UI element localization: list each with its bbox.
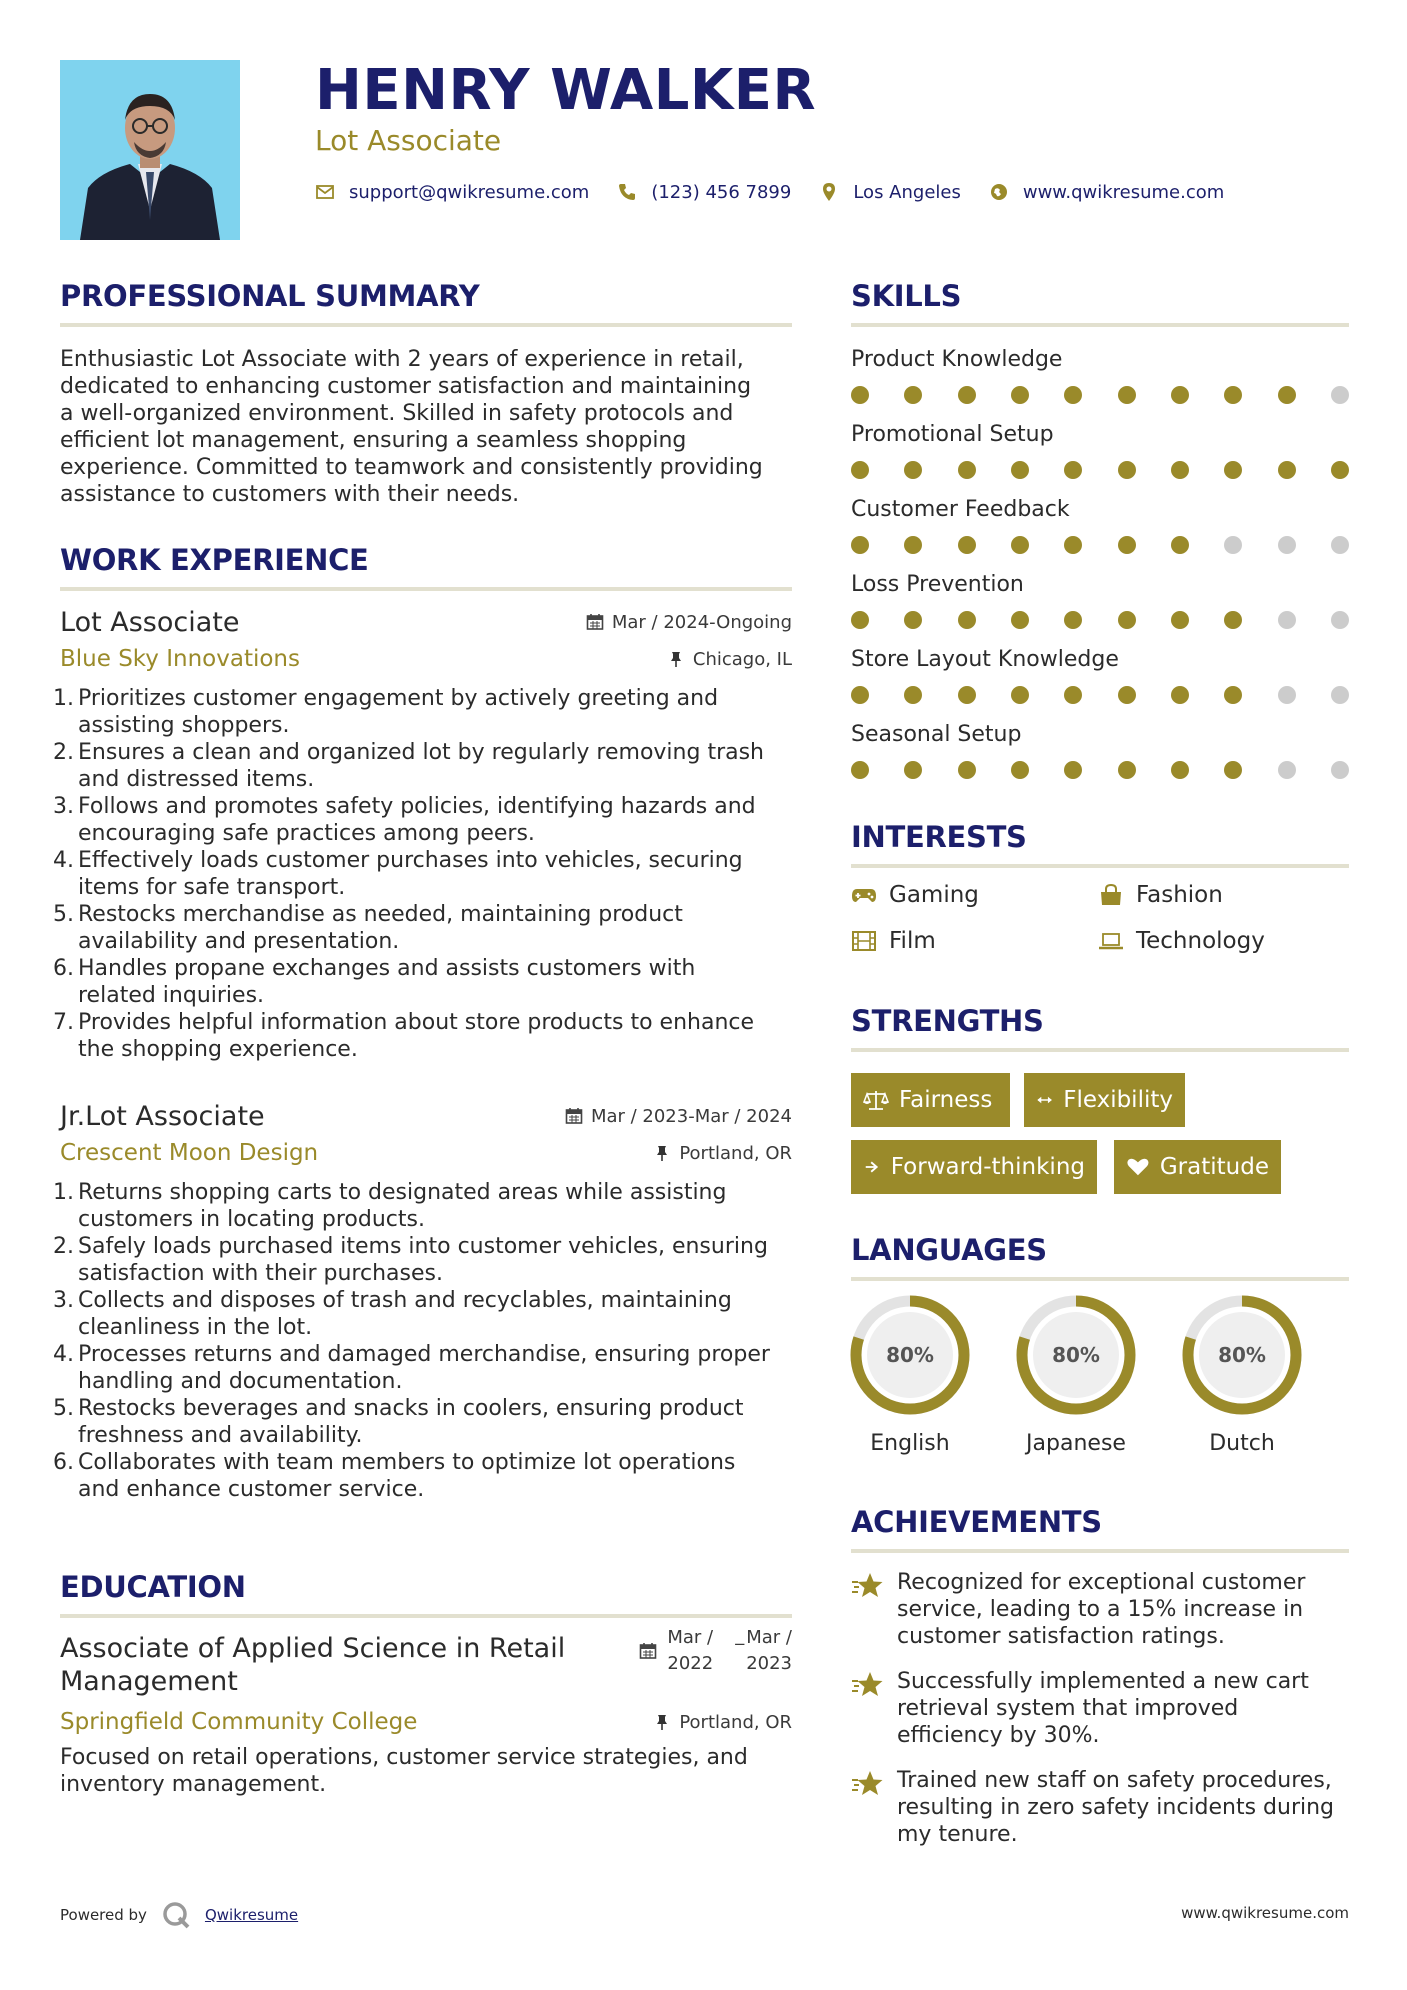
skill-rating xyxy=(851,686,1349,704)
skill-name: Store Layout Knowledge xyxy=(851,647,1119,672)
section-divider xyxy=(851,1549,1349,1553)
section-divider xyxy=(851,1277,1349,1281)
language-item xyxy=(1180,1293,1304,1456)
balance-scale-icon xyxy=(863,1089,889,1111)
phone-text[interactable]: (123) 456 7899 xyxy=(651,181,792,203)
duty-line: Effectively loads customer purchases into vehicles, securing xyxy=(78,848,743,873)
job-dates-text: Mar / 2023-Mar / 2024 xyxy=(590,1105,792,1127)
skill-row xyxy=(851,647,1349,722)
skill-name: Product Knowledge xyxy=(851,347,1063,372)
rating-dot-filled xyxy=(904,536,922,554)
film-icon xyxy=(851,930,877,952)
qwikresume-logo-icon xyxy=(161,1900,191,1930)
rating-dot-filled xyxy=(851,386,869,404)
interest-film xyxy=(851,928,936,954)
summary-line: experience. Committed to teamwork and consistently providing xyxy=(60,455,763,480)
pushpin-icon xyxy=(667,650,685,668)
rating-dot-filled xyxy=(851,686,869,704)
star-award-icon xyxy=(851,1571,885,1601)
envelope-icon xyxy=(315,182,335,202)
rating-dot-empty xyxy=(1331,536,1349,554)
rating-dot-filled xyxy=(904,461,922,479)
gamepad-icon xyxy=(851,884,877,906)
rating-dot-filled xyxy=(1064,461,1082,479)
rating-dot-filled xyxy=(1064,686,1082,704)
location-text: Los Angeles xyxy=(853,181,961,203)
interest-fashion xyxy=(1098,882,1223,908)
rating-dot-filled xyxy=(1171,761,1189,779)
rating-dot-filled xyxy=(1118,686,1136,704)
language-percent: 80% xyxy=(1052,1343,1100,1367)
strengths-section xyxy=(851,1004,1349,1052)
achievement-line: retrieval system that improved xyxy=(897,1696,1239,1721)
list-item: 2. Safely loads purchased items into customer vehicles, ensuring satisfaction with their purchases. xyxy=(60,1233,792,1287)
start-month: Mar / xyxy=(667,1627,714,1648)
duty-line: and enhance customer service. xyxy=(78,1477,425,1502)
rating-dot-empty xyxy=(1278,536,1296,554)
pushpin-icon xyxy=(653,1713,671,1731)
duty-line: Handles propane exchanges and assists customers with xyxy=(78,956,696,981)
duty-line: encouraging safe practices among peers. xyxy=(78,821,535,846)
pushpin-icon xyxy=(653,1144,671,1162)
education-desc-line: Focused on retail operations, customer service strategies, and xyxy=(60,1745,748,1770)
shopping-bag-icon xyxy=(1098,884,1124,906)
list-item: 4. Processes returns and damaged merchandise, ensuring proper handling and documentation. xyxy=(60,1341,792,1395)
job-title: Jr.Lot Associate xyxy=(60,1100,265,1132)
rating-dot-empty xyxy=(1224,536,1242,554)
skill-rating xyxy=(851,536,1349,554)
end-date xyxy=(746,1625,792,1677)
map-marker-icon xyxy=(819,182,839,202)
skill-rating xyxy=(851,461,1349,479)
rating-dot-filled xyxy=(1224,461,1242,479)
job-entry xyxy=(53,603,792,1063)
rating-dot-filled xyxy=(1118,536,1136,554)
duty-line: related inquiries. xyxy=(78,983,265,1008)
calendar-icon xyxy=(586,613,604,631)
skill-row xyxy=(851,422,1349,497)
footer-powered-by xyxy=(60,1900,298,1930)
heart-icon xyxy=(1126,1156,1150,1178)
summary-text xyxy=(60,346,792,508)
rating-dot-filled xyxy=(1278,461,1296,479)
rating-dot-filled xyxy=(1064,386,1082,404)
job-location xyxy=(667,649,792,670)
list-item: 7. Provides helpful information about store products to enhance the shopping experience. xyxy=(60,1009,792,1063)
list-item: 3. Collects and disposes of trash and recyclables, maintaining cleanliness in the lot. xyxy=(60,1287,792,1341)
rating-dot-empty xyxy=(1278,761,1296,779)
duty-line: cleanliness in the lot. xyxy=(78,1315,313,1340)
end-month: Mar / xyxy=(746,1627,792,1648)
end-year: 2023 xyxy=(746,1653,792,1674)
section-divider xyxy=(60,1614,792,1618)
achievement-item xyxy=(851,1767,1349,1848)
languages-heading: LANGUAGES xyxy=(851,1233,1047,1267)
strength-tag-fairness xyxy=(851,1073,1010,1127)
rating-dot-filled xyxy=(1011,461,1029,479)
degree xyxy=(60,1632,565,1698)
skill-name: Seasonal Setup xyxy=(851,722,1022,747)
rating-dot-empty xyxy=(1331,686,1349,704)
rating-dot-filled xyxy=(958,461,976,479)
email-text[interactable]: support@qwikresume.com xyxy=(349,181,590,203)
languages-section xyxy=(851,1233,1349,1281)
language-progress-ring xyxy=(848,1293,972,1417)
skill-row xyxy=(851,572,1349,647)
language-name: English xyxy=(870,1431,950,1456)
summary-line: a well-organized environment. Skilled in safety protocols and xyxy=(60,401,734,426)
rating-dot-filled xyxy=(1118,461,1136,479)
qwikresume-link[interactable]: Qwikresume xyxy=(204,1906,299,1924)
start-year: 2022 xyxy=(667,1653,714,1674)
rating-dot-filled xyxy=(904,386,922,404)
rating-dot-filled xyxy=(1224,686,1242,704)
rating-dot-filled xyxy=(1171,611,1189,629)
achievement-text xyxy=(897,1767,1334,1848)
star-award-icon xyxy=(851,1769,885,1799)
rating-dot-filled xyxy=(851,761,869,779)
skills-heading: SKILLS xyxy=(851,279,962,313)
school-name: Springfield Community College xyxy=(60,1709,418,1735)
list-item: 2. Ensures a clean and organized lot by regularly removing trash and distressed items. xyxy=(60,739,792,793)
calendar-icon xyxy=(639,1642,657,1660)
job-dates-text: Mar / 2024-Ongoing xyxy=(611,611,792,633)
rating-dot-filled xyxy=(1064,611,1082,629)
rating-dot-filled xyxy=(1011,761,1029,779)
rating-dot-empty xyxy=(1331,761,1349,779)
contact-email[interactable] xyxy=(315,182,589,203)
skill-name: Promotional Setup xyxy=(851,422,1054,447)
rating-dot-filled xyxy=(904,686,922,704)
rating-dot-filled xyxy=(1224,761,1242,779)
rating-dot-filled xyxy=(904,761,922,779)
candidate-title: Lot Associate xyxy=(315,124,502,157)
arrow-right-icon xyxy=(863,1156,881,1178)
rating-dot-filled xyxy=(1064,536,1082,554)
duty-line: freshness and availability. xyxy=(78,1423,363,1448)
achievement-line: service, leading to a 15% increase in xyxy=(897,1597,1304,1622)
language-item xyxy=(848,1293,972,1456)
interest-technology xyxy=(1098,928,1265,954)
skill-row xyxy=(851,347,1349,422)
rating-dot-filled xyxy=(958,611,976,629)
achievement-line: customer satisfaction ratings. xyxy=(897,1624,1225,1649)
contact-phone[interactable] xyxy=(617,182,791,203)
start-date xyxy=(667,1625,713,1677)
section-divider xyxy=(851,1048,1349,1052)
skill-rating xyxy=(851,761,1349,779)
candidate-name: HENRY WALKER xyxy=(315,58,817,123)
achievement-line: efficiency by 30%. xyxy=(897,1723,1100,1748)
rating-dot-empty xyxy=(1331,386,1349,404)
rating-dot-filled xyxy=(1118,611,1136,629)
job-duties xyxy=(53,1179,792,1503)
rating-dot-filled xyxy=(851,536,869,554)
strength-tag-forward-thinking xyxy=(851,1140,1097,1194)
list-item: 3. Follows and promotes safety policies, identifying hazards and encouraging safe practices among peers. xyxy=(60,793,792,847)
phone-icon xyxy=(617,182,637,202)
skills-list xyxy=(851,347,1349,797)
rating-dot-filled xyxy=(1278,386,1296,404)
education-dates xyxy=(639,1626,792,1676)
job-location-text: Portland, OR xyxy=(679,1142,792,1164)
interest-label: Fashion xyxy=(1136,882,1223,908)
rating-dot-filled xyxy=(851,461,869,479)
duty-line: the shopping experience. xyxy=(78,1037,358,1062)
list-item: 6. Handles propane exchanges and assists customers with related inquiries. xyxy=(60,955,792,1009)
rating-dot-filled xyxy=(1171,536,1189,554)
strength-label: Gratitude xyxy=(1159,1154,1269,1180)
job-company: Crescent Moon Design xyxy=(60,1140,319,1166)
section-divider xyxy=(851,864,1349,868)
duty-line: Ensures a clean and organized lot by regularly removing trash xyxy=(78,740,764,765)
job-dates xyxy=(586,612,792,633)
achievement-item xyxy=(851,1668,1349,1749)
list-item: 1. Prioritizes customer engagement by actively greeting and assisting shoppers. xyxy=(60,685,792,739)
language-progress-ring xyxy=(1180,1293,1304,1417)
duty-line: satisfaction with their purchases. xyxy=(78,1261,443,1286)
language-name: Japanese xyxy=(1026,1431,1126,1456)
interest-gaming xyxy=(851,882,979,908)
summary-line: efficient lot management, ensuring a seamless shopping xyxy=(60,428,687,453)
list-item: 1. Returns shopping carts to designated areas while assisting customers in locating products. xyxy=(60,1179,792,1233)
list-item: 4. Effectively loads customer purchases into vehicles, securing items for safe transport. xyxy=(60,847,792,901)
section-divider xyxy=(60,587,792,591)
skill-rating xyxy=(851,611,1349,629)
skill-name: Customer Feedback xyxy=(851,497,1070,522)
duty-line: Provides helpful information about store products to enhance xyxy=(78,1010,755,1035)
job-entry xyxy=(53,1097,792,1503)
strength-label: Forward-thinking xyxy=(890,1154,1085,1180)
rating-dot-filled xyxy=(1224,611,1242,629)
duty-line: customers in locating products. xyxy=(78,1207,425,1232)
education-location xyxy=(653,1712,792,1733)
job-company: Blue Sky Innovations xyxy=(60,646,300,672)
duty-line: Collects and disposes of trash and recyclables, maintaining xyxy=(78,1288,732,1313)
rating-dot-filled xyxy=(1171,686,1189,704)
achievement-text xyxy=(897,1668,1309,1749)
interest-label: Technology xyxy=(1136,928,1265,954)
rating-dot-filled xyxy=(1011,686,1029,704)
achievement-line: Successfully implemented a new cart xyxy=(897,1669,1309,1694)
duty-line: Processes returns and damaged merchandise, ensuring proper xyxy=(78,1342,770,1367)
section-divider xyxy=(851,323,1349,327)
education-location-text: Portland, OR xyxy=(679,1711,792,1733)
education-description xyxy=(60,1744,792,1798)
duty-line: items for safe transport. xyxy=(78,875,346,900)
rating-dot-filled xyxy=(1118,386,1136,404)
date-separator: _ xyxy=(735,1625,745,1646)
job-dates xyxy=(565,1106,792,1127)
strength-tag-flexibility xyxy=(1024,1073,1185,1127)
laptop-icon xyxy=(1098,930,1124,952)
rating-dot-filled xyxy=(851,611,869,629)
skill-row xyxy=(851,497,1349,572)
language-percent: 80% xyxy=(1218,1343,1266,1367)
language-progress-ring xyxy=(1014,1293,1138,1417)
achievement-text xyxy=(897,1569,1305,1650)
education-heading: EDUCATION xyxy=(60,1570,246,1604)
rating-dot-filled xyxy=(958,386,976,404)
achievement-line: Trained new staff on safety procedures, xyxy=(897,1768,1332,1793)
skill-row xyxy=(851,722,1349,797)
duty-line: Safely loads purchased items into customer vehicles, ensuring xyxy=(78,1234,768,1259)
arrows-horizontal-icon xyxy=(1036,1089,1053,1111)
language-item xyxy=(1014,1293,1138,1456)
achievements-section xyxy=(851,1505,1349,1553)
section-divider xyxy=(60,323,792,327)
strength-label: Fairness xyxy=(899,1087,993,1113)
education-desc-line: inventory management. xyxy=(60,1772,327,1797)
rating-dot-filled xyxy=(1171,461,1189,479)
footer-url[interactable]: www.qwikresume.com xyxy=(1181,1904,1349,1922)
rating-dot-filled xyxy=(1171,386,1189,404)
skill-name: Loss Prevention xyxy=(851,572,1024,597)
rating-dot-filled xyxy=(1331,461,1349,479)
summary-section xyxy=(60,279,792,508)
duty-line: Restocks beverages and snacks in coolers, ensuring product xyxy=(78,1396,744,1421)
education-entry xyxy=(60,1625,792,1798)
contact-website[interactable] xyxy=(989,182,1224,203)
interest-label: Gaming xyxy=(889,882,979,908)
degree-line: Management xyxy=(60,1666,238,1697)
language-percent: 80% xyxy=(886,1343,934,1367)
rating-dot-empty xyxy=(1331,611,1349,629)
rating-dot-filled xyxy=(1224,386,1242,404)
rating-dot-filled xyxy=(958,536,976,554)
achievements-heading: ACHIEVEMENTS xyxy=(851,1505,1102,1539)
experience-section xyxy=(60,543,792,591)
rating-dot-filled xyxy=(958,686,976,704)
achievement-item xyxy=(851,1569,1349,1650)
strength-tag-gratitude xyxy=(1114,1140,1281,1194)
duty-line: handling and documentation. xyxy=(78,1369,403,1394)
rating-dot-empty xyxy=(1278,686,1296,704)
calendar-icon xyxy=(565,1107,583,1125)
contact-location xyxy=(819,182,961,203)
duty-line: Restocks merchandise as needed, maintaining product xyxy=(78,902,683,927)
job-title: Lot Associate xyxy=(60,606,240,638)
summary-line: dedicated to enhancing customer satisfaction and maintaining xyxy=(60,374,752,399)
job-location-text: Chicago, IL xyxy=(692,648,792,670)
globe-icon xyxy=(989,182,1009,202)
contact-bar xyxy=(315,178,1252,206)
job-location xyxy=(653,1143,792,1164)
skill-rating xyxy=(851,386,1349,404)
star-award-icon xyxy=(851,1670,885,1700)
website-text[interactable]: www.qwikresume.com xyxy=(1022,181,1225,203)
achievement-line: resulting in zero safety incidents during xyxy=(897,1795,1335,1820)
interests-section xyxy=(851,820,1349,868)
duty-line: availability and presentation. xyxy=(78,929,400,954)
list-item: 5. Restocks beverages and snacks in coolers, ensuring product freshness and availability. xyxy=(60,1395,792,1449)
language-name: Dutch xyxy=(1209,1431,1275,1456)
list-item: 5. Restocks merchandise as needed, maintaining product availability and presentation. xyxy=(60,901,792,955)
rating-dot-filled xyxy=(1011,611,1029,629)
duty-line: Returns shopping carts to designated areas while assisting xyxy=(78,1180,727,1205)
skills-section xyxy=(851,279,1349,797)
achievement-line: Recognized for exceptional customer xyxy=(897,1570,1306,1595)
summary-line: Enthusiastic Lot Associate with 2 years of experience in retail, xyxy=(60,347,744,372)
job-duties xyxy=(53,685,792,1063)
summary-line: assistance to customers with their needs. xyxy=(60,482,520,507)
duty-line: Prioritizes customer engagement by actively greeting and xyxy=(78,686,719,711)
powered-by-text: Powered by xyxy=(60,1906,147,1924)
duty-line: Follows and promotes safety policies, identifying hazards and xyxy=(78,794,756,819)
education-section xyxy=(60,1570,792,1618)
summary-heading: PROFESSIONAL SUMMARY xyxy=(60,279,480,313)
achievement-line: my tenure. xyxy=(897,1822,1018,1847)
strength-label: Flexibility xyxy=(1063,1087,1173,1113)
rating-dot-filled xyxy=(1011,536,1029,554)
rating-dot-filled xyxy=(1064,761,1082,779)
rating-dot-filled xyxy=(1118,761,1136,779)
rating-dot-filled xyxy=(958,761,976,779)
rating-dot-filled xyxy=(1011,386,1029,404)
list-item: 6. Collaborates with team members to optimize lot operations and enhance customer service. xyxy=(60,1449,792,1503)
interests-heading: INTERESTS xyxy=(851,820,1027,854)
strengths-heading: STRENGTHS xyxy=(851,1004,1044,1038)
experience-heading: WORK EXPERIENCE xyxy=(60,543,369,577)
interest-label: Film xyxy=(889,928,936,954)
rating-dot-filled xyxy=(904,611,922,629)
degree-line: Associate of Applied Science in Retail xyxy=(60,1633,566,1664)
profile-photo xyxy=(60,60,240,240)
duty-line: assisting shoppers. xyxy=(78,713,290,738)
duty-line: Collaborates with team members to optimize lot operations xyxy=(78,1450,736,1475)
duty-line: and distressed items. xyxy=(78,767,315,792)
rating-dot-empty xyxy=(1278,611,1296,629)
